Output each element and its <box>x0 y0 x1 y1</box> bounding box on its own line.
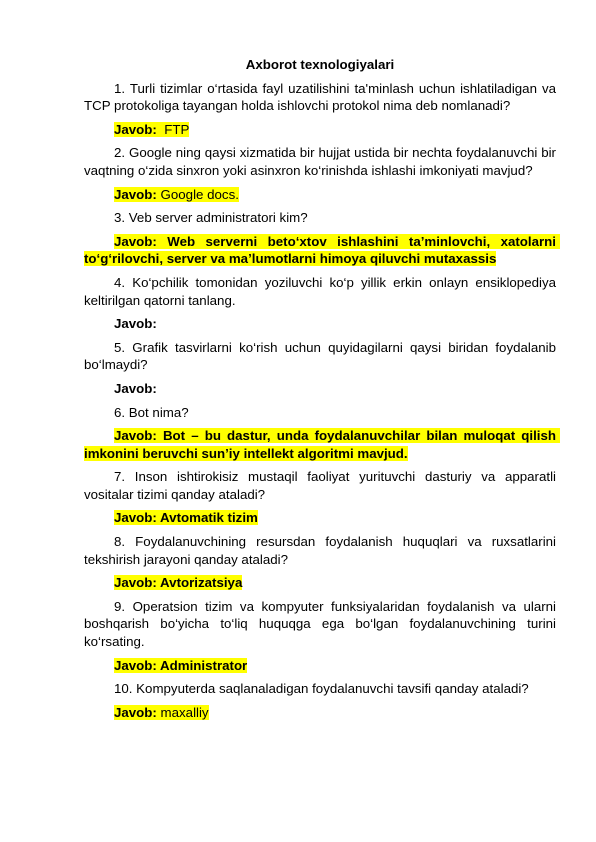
answer-label: Javob: <box>114 121 157 137</box>
question-text: 4. Ko‘pchilik tomonidan yoziluvchi ko‘p yillik erkin onlayn ensiklopediya keltirilgan qatorni tanlang. <box>84 274 556 308</box>
question-text: 2. Google ning qaysi xizmatida bir hujjat ustida bir nechta foydalanuvchi bir vaqtning o‘zida sinxron yoki asinxron ko‘rinishda ishlashi imkoniyati mavjud? <box>84 145 556 178</box>
answer-text: Administrator <box>156 657 248 673</box>
answer-line <box>84 574 556 592</box>
answer-line <box>84 315 556 333</box>
question-text: 6. Bot nima? <box>114 404 189 420</box>
answer-line <box>84 233 560 268</box>
answer-line <box>84 657 556 675</box>
answer-label: Javob: <box>114 704 157 720</box>
answer-label: Javob: <box>114 510 157 526</box>
answer-label: Javob: <box>114 233 157 249</box>
answer-label: Javob: <box>114 428 157 444</box>
answer-line <box>84 509 556 527</box>
answer-line <box>84 704 556 722</box>
answer-text: Web serverni beto‘xtov ishlashini ta’minlovchi, xatolarni to‘g‘rilovchi, server va ma’lumotlarni himoya qiluvchi mutaxassis <box>84 233 560 267</box>
answer-label: Javob: <box>114 316 157 332</box>
answer-text: Avtomatik tizim <box>156 510 258 526</box>
answer-label: Javob: <box>114 380 157 396</box>
answer-text: Google docs. <box>156 186 239 202</box>
question-text: 8. Foydalanuvchining resursdan foydalanish huquqlari va ruxsatlarini tekshirish jarayoni qanday ataladi? <box>84 534 556 567</box>
answer-line <box>84 427 560 462</box>
answer-line <box>84 121 556 139</box>
question-text: 7. Inson ishtirokisiz mustaqil faoliyat yurituvchi dasturiy va apparatli vositalar tizimi qanday ataladi? <box>84 469 556 502</box>
answer-text: maxalliy <box>156 704 209 720</box>
question-text: 1. Turli tizimlar o‘rtasida fayl uzatilishini ta'minlash uchun ishlatiladigan va TCP protokoliga tayangan holda ishlovchi protokol nima deb nomlanadi? <box>84 80 556 114</box>
question-text: 5. Grafik tasvirlarni ko‘rish uchun quyidagilarni qaysi biridan foydalanib bo‘lmaydi? <box>84 339 556 373</box>
answer-label: Javob: <box>114 657 157 673</box>
answer-label: Javob: <box>114 186 157 202</box>
document-body <box>84 56 560 727</box>
answer-label: Javob: <box>114 575 157 591</box>
answer-text: Avtorizatsiya <box>156 575 243 591</box>
answer-line <box>84 380 556 398</box>
document-title: Axborot texnologiyalari <box>245 57 395 72</box>
answer-line <box>84 186 556 204</box>
answer-text: FTP <box>156 121 190 137</box>
question-text: 3. Veb server administratori kim? <box>114 210 308 226</box>
question-text: 9. Operatsion tizim va kompyuter funksiyalaridan foydalanish va ularni boshqarish bo‘yicha to‘liq huquqga ega bo‘lgan foydalanuvchining turini ko‘rsating. <box>84 598 556 650</box>
question-text: 10. Kompyuterda saqlanaladigan foydalanuvchi tavsifi qanday ataladi? <box>114 681 529 697</box>
answer-text: Bot – bu dastur, unda foydalanuvchilar bilan muloqat qilish imkonini beruvchi sun’iy intellekt algoritmi mavjud. <box>84 428 560 461</box>
